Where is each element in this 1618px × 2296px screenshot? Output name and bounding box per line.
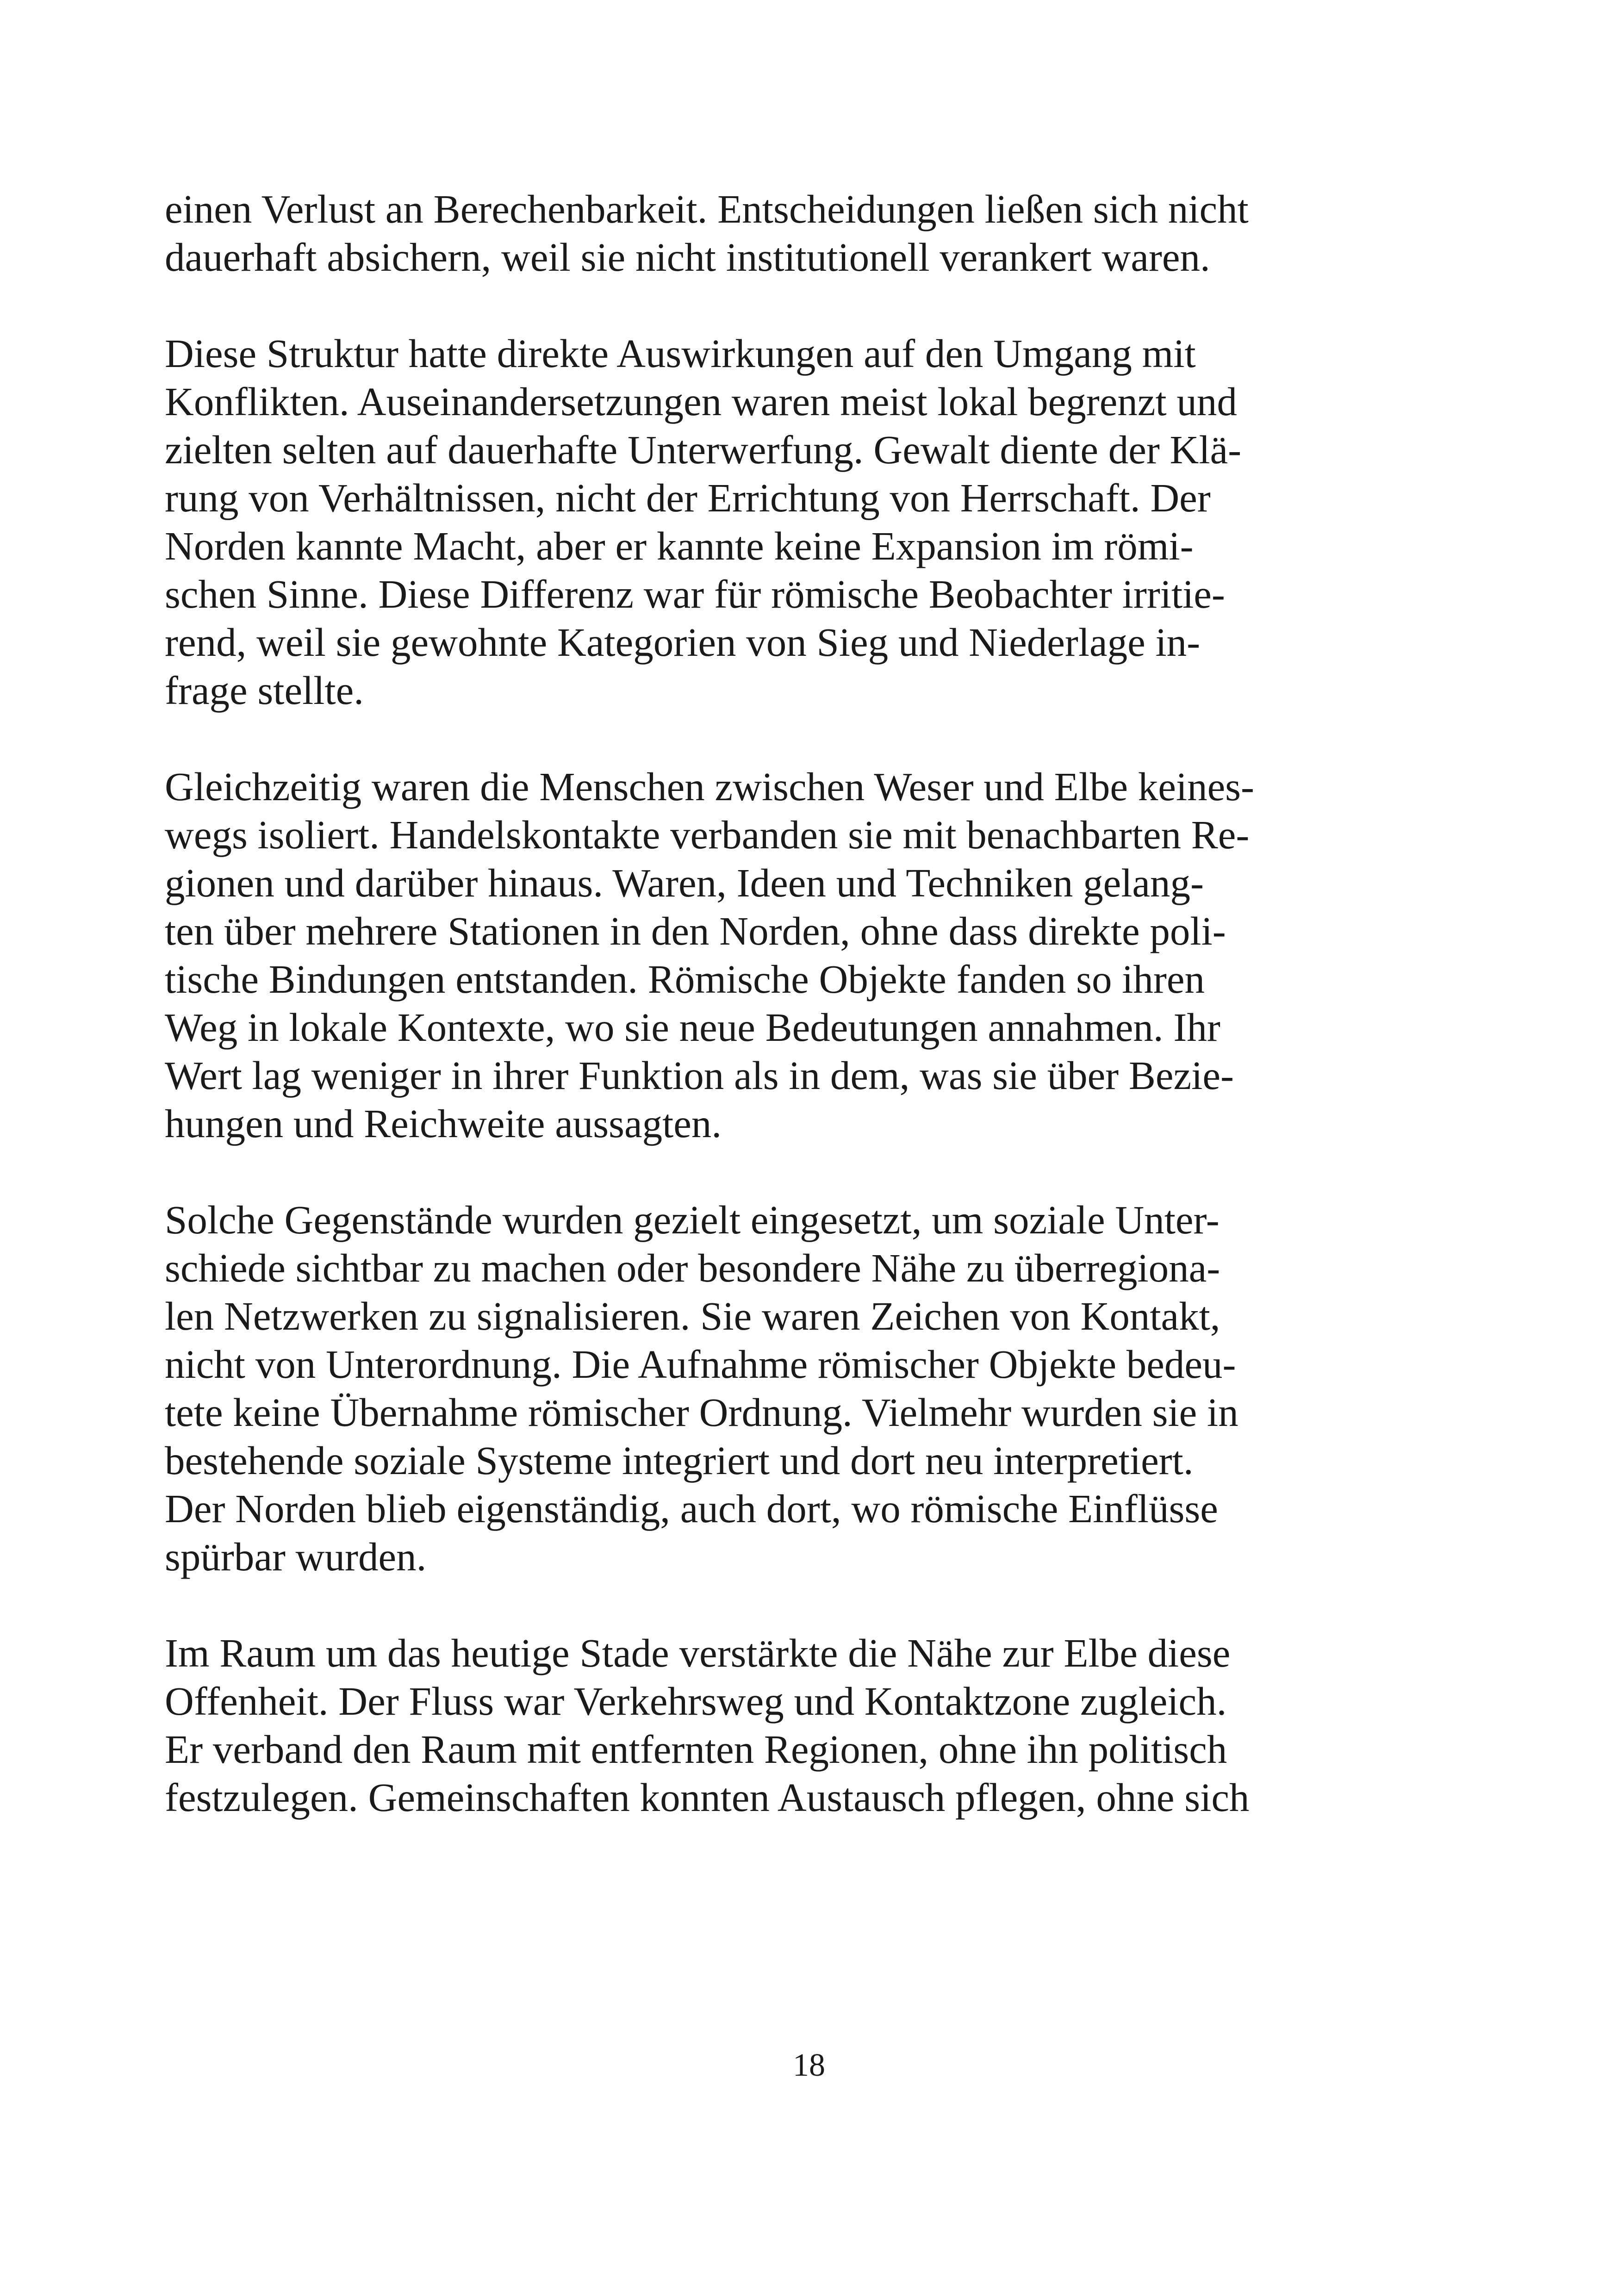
text-line: Offenheit. Der Fluss war Verkehrsweg und Kontaktzone zugleich. <box>165 1679 1227 1724</box>
text-line: hungen und Reichweite aussagten. <box>165 1101 722 1146</box>
text-line: Weg in lokale Kontexte, wo sie neue Bedeutungen annahmen. Ihr <box>165 1005 1220 1050</box>
text-line: Er verband den Raum mit entfernten Regionen, ohne ihn politisch <box>165 1727 1227 1772</box>
text-line: nicht von Unterordnung. Die Aufnahme römischer Objekte bedeu- <box>165 1342 1236 1387</box>
paragraph-1 <box>165 185 1442 281</box>
text-line: einen Verlust an Berechenbarkeit. Entscheidungen ließen sich nicht <box>165 187 1249 231</box>
paragraph-2 <box>165 330 1442 715</box>
text-line: schen Sinne. Diese Differenz war für römische Beobachter irritie- <box>165 572 1225 616</box>
text-line: tische Bindungen entstanden. Römische Objekte fanden so ihren <box>165 957 1205 1002</box>
text-line: schiede sichtbar zu machen oder besondere Nähe zu überregiona- <box>165 1245 1220 1290</box>
text-line: festzulegen. Gemeinschaften konnten Austausch pflegen, ohne sich <box>165 1775 1250 1820</box>
page-number: 18 <box>793 2047 825 2083</box>
text-line: Im Raum um das heutige Stade verstärkte die Nähe zur Elbe diese <box>165 1630 1231 1675</box>
text-line: len Netzwerken zu signalisieren. Sie waren Zeichen von Kontakt, <box>165 1294 1220 1338</box>
text-line: Norden kannte Macht, aber er kannte keine Expansion im römi- <box>165 523 1194 568</box>
body-text <box>165 185 1442 1870</box>
text-line: spürbar wurden. <box>165 1534 427 1579</box>
text-line: Diese Struktur hatte direkte Auswirkungen auf den Umgang mit <box>165 331 1196 376</box>
text-line: dauerhaft absichern, weil sie nicht institutionell verankert waren. <box>165 235 1210 280</box>
text-line: Gleichzeitig waren die Menschen zwischen Weser und Elbe keines- <box>165 764 1255 809</box>
text-line: wegs isoliert. Handelskontakte verbanden sie mit benachbarten Re- <box>165 812 1250 857</box>
text-line: bestehende soziale Systeme integriert und dort neu interpretiert. <box>165 1438 1194 1483</box>
text-line: Der Norden blieb eigenständig, auch dort, wo römische Einflüsse <box>165 1486 1218 1531</box>
paragraph-5 <box>165 1629 1442 1822</box>
text-line: ten über mehrere Stationen in den Norden, ohne dass direkte poli- <box>165 908 1226 953</box>
text-line: tete keine Übernahme römischer Ordnung. Vielmehr wurden sie in <box>165 1390 1238 1435</box>
text-line: Solche Gegenstände wurden gezielt eingesetzt, um soziale Unter- <box>165 1197 1220 1242</box>
text-line: rend, weil sie gewohnte Kategorien von Sieg und Niederlage in- <box>165 620 1201 665</box>
text-line: gionen und darüber hinaus. Waren, Ideen und Techniken gelang- <box>165 860 1204 905</box>
text-line: Wert lag weniger in ihrer Funktion als in dem, was sie über Bezie- <box>165 1053 1234 1098</box>
text-line: rung von Verhältnissen, nicht der Errichtung von Herrschaft. Der <box>165 475 1211 520</box>
text-line: zielten selten auf dauerhafte Unterwerfung. Gewalt diente der Klä- <box>165 427 1242 472</box>
paragraph-3 <box>165 763 1442 1148</box>
paragraph-4 <box>165 1196 1442 1581</box>
text-line: Konflikten. Auseinandersetzungen waren meist lokal begrenzt und <box>165 379 1237 424</box>
text-line: frage stellte. <box>165 668 364 713</box>
